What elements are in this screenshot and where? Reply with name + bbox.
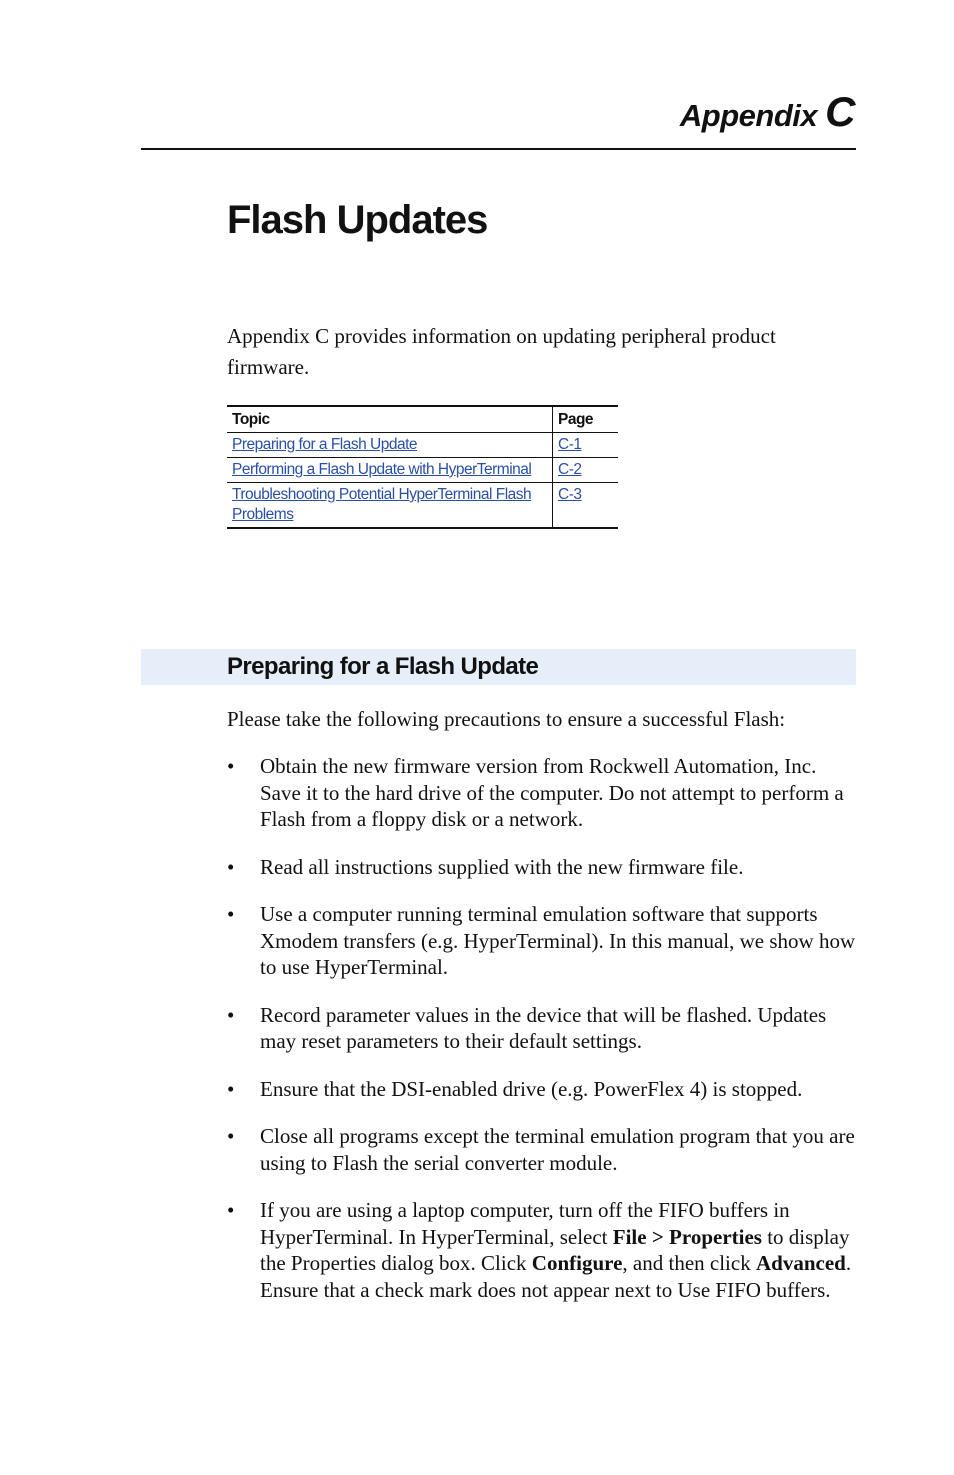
list-item bbox=[227, 901, 857, 981]
list-item-text: Use a computer running terminal emulation software that supports Xmodem transfers (e.g. HyperTerminal). In this manual, we show how to use HyperTerminal. bbox=[260, 902, 856, 979]
text-fragment: . Ensure that a check mark does not appear next to Use FIFO buffers. bbox=[260, 1251, 852, 1302]
page-link-c3[interactable]: C-3 bbox=[558, 486, 582, 503]
table-row bbox=[227, 433, 618, 458]
appendix-header bbox=[680, 88, 855, 136]
page-title: Flash Updates bbox=[227, 198, 488, 242]
appendix-letter: C bbox=[825, 88, 855, 135]
bullet-icon: • bbox=[227, 1002, 235, 1027]
intro-paragraph: Appendix C provides information on updating peripheral product firmware. bbox=[227, 324, 776, 379]
appendix-word: Appendix bbox=[679, 98, 818, 133]
list-item-text: Ensure that the DSI-enabled drive (e.g. PowerFlex 4) is stopped. bbox=[260, 1076, 803, 1101]
header-rule bbox=[141, 148, 856, 150]
page-link-c1[interactable]: C-1 bbox=[558, 436, 582, 453]
list-item bbox=[227, 753, 857, 833]
advanced-label: Advanced bbox=[755, 1251, 846, 1275]
topic-link-troubleshooting[interactable]: Troubleshooting Potential HyperTerminal Flash Problems bbox=[232, 486, 532, 523]
list-item-text: Obtain the new firmware version from Rockwell Automation, Inc. Save it to the hard drive of the computer. Do not attempt to perform a Flash from a floppy disk or a network. bbox=[260, 754, 844, 831]
bullet-icon: • bbox=[227, 1198, 235, 1222]
list-item-text: Read all instructions supplied with the new firmware file. bbox=[260, 854, 744, 879]
list-item-text: Close all programs except the terminal emulation program that you are using to Flash the serial converter module. bbox=[260, 1124, 855, 1175]
list-item bbox=[227, 854, 857, 881]
page-column-header: Page bbox=[553, 406, 619, 433]
menu-path-file-properties: File > Properties bbox=[612, 1224, 762, 1249]
text-fragment: to display the Properties dialog box. Click bbox=[260, 1224, 850, 1275]
list-item-text bbox=[260, 1198, 851, 1302]
topic-column-header: Topic bbox=[227, 406, 553, 433]
bullet-icon: • bbox=[227, 754, 235, 778]
section-heading: Preparing for a Flash Update bbox=[227, 653, 539, 680]
section-lead: Please take the following precautions to ensure a successful Flash: bbox=[227, 707, 786, 731]
precautions-list bbox=[227, 753, 857, 1324]
table-header-row bbox=[227, 406, 618, 433]
bullet-icon: • bbox=[227, 854, 235, 879]
text-fragment: If you are using a laptop computer, turn off the FIFO buffers in HyperTerminal. In HyperTerminal, select bbox=[260, 1198, 790, 1249]
list-item bbox=[227, 1002, 857, 1055]
bullet-icon: • bbox=[227, 902, 235, 926]
page-link-c2[interactable]: C-2 bbox=[558, 461, 582, 478]
table-row bbox=[227, 483, 618, 529]
bullet-icon: • bbox=[227, 1076, 235, 1101]
topic-link-preparing[interactable]: Preparing for a Flash Update bbox=[232, 436, 418, 453]
configure-label: Configure bbox=[531, 1251, 623, 1275]
list-item bbox=[227, 1197, 857, 1303]
topic-link-performing[interactable]: Performing a Flash Update with HyperTerminal bbox=[232, 461, 532, 478]
list-item-text: Record parameter values in the device that will be flashed. Updates may reset parameters to their default settings. bbox=[260, 1002, 827, 1053]
topic-table bbox=[227, 405, 618, 529]
table-row bbox=[227, 458, 618, 483]
bullet-icon: • bbox=[227, 1124, 235, 1148]
list-item bbox=[227, 1076, 857, 1103]
list-item bbox=[227, 1123, 857, 1176]
text-fragment: , and then click bbox=[622, 1251, 756, 1275]
